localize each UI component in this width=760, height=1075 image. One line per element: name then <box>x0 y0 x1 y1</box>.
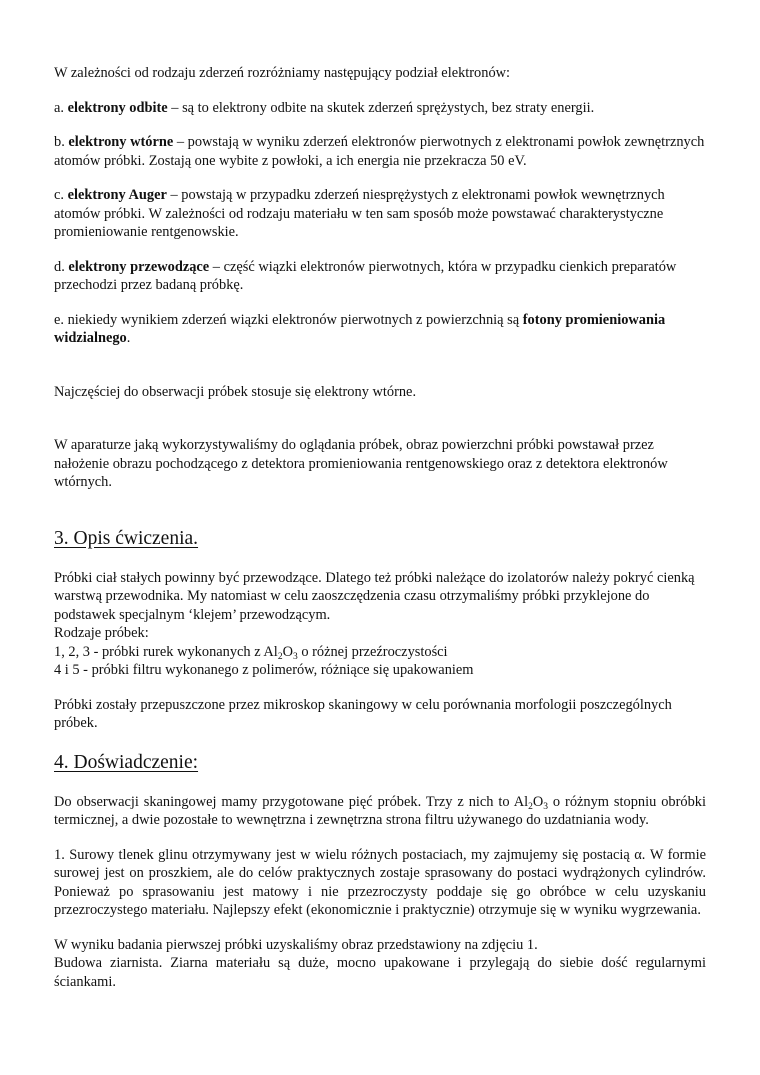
section-4-paragraph-1-pre: Do obserwacji skaningowej mamy przygotowane pięć próbek. Trzy z nich to Al <box>54 793 529 810</box>
item-d-text: – część wiązki elektronów pierwotnych, która w przypadku cienkich preparatów przechodzi przez badaną próbkę. <box>54 258 677 293</box>
section-4-paragraph-3b: Budowa ziarnista. Ziarna materiału są duże, mocno upakowane i przylegają do siebie dość regularnymi ściankami. <box>54 955 706 990</box>
item-b-text: – powstają w wyniku zderzeń elektronów pierwotnych z elektronami powłok zewnętrznych atomów próbki. Zostają one wybite z powłoki, a ich energia nie przekracza 50 eV. <box>54 134 705 169</box>
section-4-paragraph-1 <box>54 793 706 830</box>
item-c-prefix: c. <box>54 187 68 203</box>
item-c-term: elektrony Auger <box>67 187 167 203</box>
item-e <box>54 311 706 348</box>
sample-types-label: Rodzaje próbek: <box>54 625 149 641</box>
section-3-paragraph-1: Próbki ciał stałych powinny być przewodzące. Dlatego też próbki należące do izolatorów należy pokryć cienką warstwą przewodnika. My natomiast w celu zaoszczędzenia czasu otrzymaliśmy próbki przyklejone do podstawek specjalnym ‘klejem’ przewodzącym. <box>54 569 695 623</box>
subscript-2: 2 <box>528 801 533 812</box>
item-a-term: elektrony odbite <box>67 99 168 116</box>
sample-type-1-pre: 1, 2, 3 - próbki rurek wykonanych z Al <box>54 643 278 660</box>
section-4-heading: 4. Doświadczenie: <box>54 751 199 773</box>
item-b-prefix: b. <box>54 134 69 150</box>
section-4-paragraph-2: 1. Surowy tlenek glinu otrzymywany jest w wielu różnych postaciach, my zajmujemy się postacią α. W formie surowej jest on proszkiem, ale do celów praktycznych zostaje sprasowany do postaci wydrążonych cylindrów. Ponieważ po sprasowaniu jest matowy i nie przezroczysty poddaje się go obróbce w celu uzyskaniu przezroczystego materiału. Najlepszy efekt (ekonomicznie i praktycznie) otrzymuje się w wyniku wygrzewania. <box>54 846 706 918</box>
document-page <box>54 64 706 991</box>
subscript-3: 3 <box>292 651 298 662</box>
item-a <box>54 99 706 118</box>
apparatus-paragraph: W aparaturze jaką wykorzystywaliśmy do oglądania próbek, obraz powierzchni próbki powstawał przez nałożenie obrazu pochodzącego z detektora promieniowania rentgenowskiego oraz z detektora elektronów wtórnych. <box>54 437 668 490</box>
item-e-text: e. niekiedy wynikiem zderzeń wiązki elektronów pierwotnych z powierzchnią są <box>54 311 523 328</box>
item-c-text: – powstają w przypadku zderzeń niesprężystych z elektronami powłok wewnętrznych atomów próbki. W zależności od rodzaju materiału w ten sam sposób może powstawać charakterystyczne promieniowanie rentgenowskie. <box>54 187 665 240</box>
subscript-2: 2 <box>277 651 283 662</box>
item-e-end: . <box>126 330 131 346</box>
sample-type-2: 4 i 5 - próbki filtru wykonanego z polimerów, różniące się upakowaniem <box>54 662 474 678</box>
item-a-prefix: a. <box>54 99 68 116</box>
item-d <box>54 258 706 295</box>
item-e-term: fotony promieniowania widzialnego <box>54 311 666 346</box>
item-d-prefix: d. <box>54 258 69 275</box>
sample-type-1 <box>54 643 706 662</box>
section-4-paragraph-3a: W wyniku badania pierwszej próbki uzyskaliśmy obraz przedstawiony na zdjęciu 1. <box>54 936 538 953</box>
item-d-term: elektrony przewodzące <box>68 258 210 275</box>
most-often-paragraph: Najczęściej do obserwacji próbek stosuje się elektrony wtórne. <box>54 383 417 400</box>
section-3-heading: 3. Opis ćwiczenia. <box>54 527 199 549</box>
item-b-term: elektrony wtórne <box>68 134 174 150</box>
section-4-paragraph-1-post: o różnym stopniu obróbki termicznej, a dwie pozostałe to wewnętrzna i zewnętrzna strona filtru używanego do uzdatniania wody. <box>54 793 706 828</box>
item-b <box>54 133 706 170</box>
sample-type-1-post: o różnej przeźroczystości <box>297 643 448 660</box>
item-c <box>54 186 706 242</box>
section-4-paragraph-1-mid: O <box>532 793 544 810</box>
intro-paragraph: W zależności od rodzaju zderzeń rozróżniamy następujący podział elektronów: <box>54 65 511 81</box>
section-3-paragraph-2: Próbki zostały przepuszczone przez mikroskop skaningowy w celu porównania morfologii poszczególnych próbek. <box>54 696 672 731</box>
item-a-text: – są to elektrony odbite na skutek zderzeń sprężystych, bez straty energii. <box>167 99 595 116</box>
subscript-3: 3 <box>543 801 549 812</box>
sample-type-1-mid: O <box>282 643 293 660</box>
